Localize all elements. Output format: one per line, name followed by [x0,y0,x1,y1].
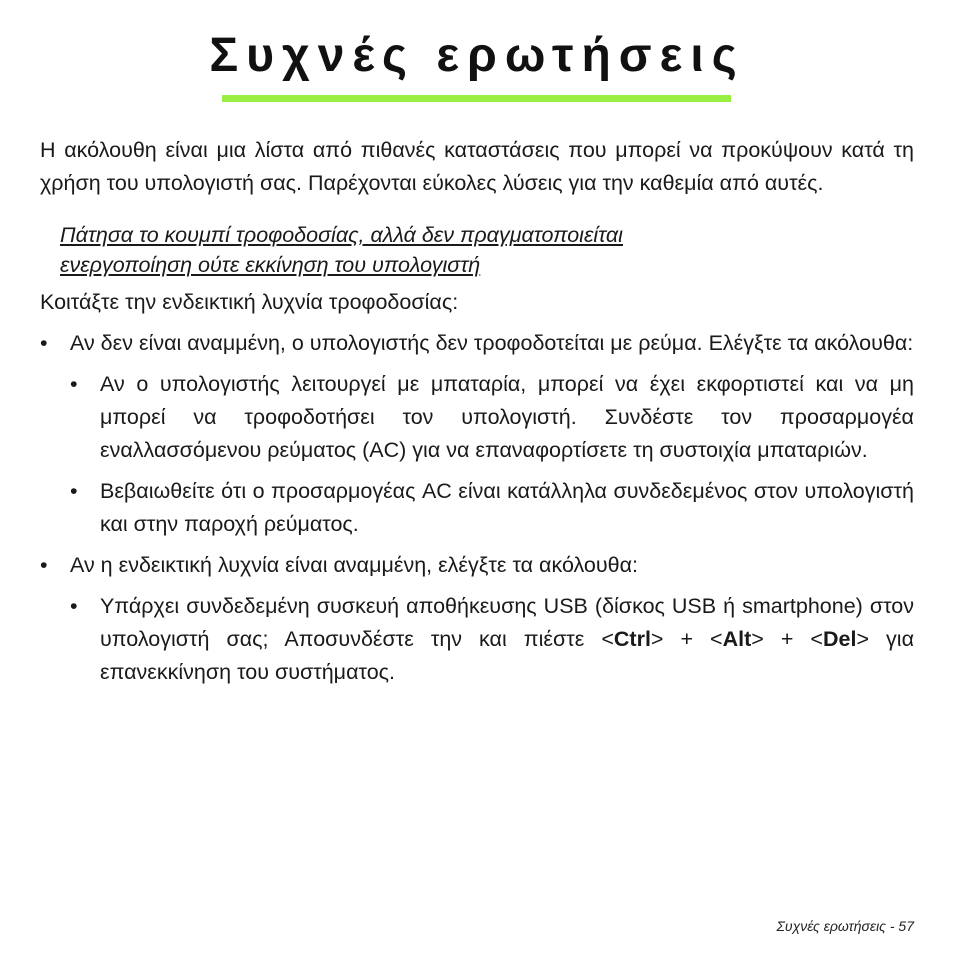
sub-list-item-text [100,594,914,684]
bullet-glyph: • [70,372,78,396]
sub-list-item [70,368,914,467]
key-del: Del [823,627,857,651]
sub-bullet-list [70,590,914,689]
check-instruction: Κοιτάξτε την ενδεικτική λυχνία τροφοδοσίας: [40,290,459,314]
page-footer: Συχνές ερωτήσεις - 57 [776,918,914,934]
key-alt: Alt [722,627,752,651]
sub-list-item-text: Αν ο υπολογιστής λειτουργεί με μπαταρία, μπορεί να έχει εκφορτιστεί και να μη μπορεί να τροφοδοτήσει τον υπολογιστή. Συνδέστε τον προσαρμογέα εναλλασσόμενου ρεύματος (AC) για να επαναφορτίσετε τη συστοιχία μπαταριών. [100,372,914,462]
page-title: Συχνές ερωτήσεις [209,29,745,82]
intro-paragraph: Η ακόλουθη είναι μια λίστα από πιθανές καταστάσεις που μπορεί να προκύψουν κατά τη χρήση του υπολογιστή σας. Παρέχονται εύκολες λύσεις για την καθεμία από αυτές. [40,138,914,195]
bullet-glyph: • [70,479,78,503]
bullet-glyph: • [70,594,78,618]
sub-list-item [70,475,914,541]
sub-list-wrapper [40,368,914,541]
sub-bullet-list [70,368,914,541]
list-item-text: Αν η ενδεικτική λυχνία είναι αναμμένη, ελέγξτε τα ακόλουθα: [70,553,638,577]
key-ctrl: Ctrl [613,627,651,651]
bullet-list [40,327,914,689]
list-item [40,327,914,360]
sub-list-item [70,590,914,689]
usb-text-before: Υπάρχει συνδεδεμένη συσκευή αποθήκευσης USB (δίσκος USB ή smartphone) στον υπολογιστή σας; Αποσυνδέστε την και πιέστε < [100,594,914,651]
section-heading-line-1: Πάτησα το κουμπί τροφοδοσίας, αλλά δεν πραγματοποιείται [60,223,623,247]
list-item [40,549,914,582]
usb-text-after: > για επανεκκίνηση του συστήματος. [100,627,914,684]
sub-list-item-text: Βεβαιωθείτε ότι ο προσαρμογέας AC είναι κατάλληλα συνδεδεμένος στον υπολογιστή και στην παροχή ρεύματος. [100,479,914,536]
sub-list-wrapper [40,590,914,689]
section-heading-line-2: ενεργοποίηση ούτε εκκίνηση του υπολογιστή [60,253,481,277]
list-item-text: Αν δεν είναι αναμμένη, ο υπολογιστής δεν τροφοδοτείται με ρεύμα. Ελέγξτε τα ακόλουθα: [70,331,914,355]
main-content [40,134,914,689]
bullet-glyph: • [40,331,48,355]
title-underline [222,95,731,102]
key-separator: > + < [751,627,823,651]
key-separator: > + < [650,627,723,651]
bullet-glyph: • [40,553,48,577]
section-heading [60,220,780,280]
